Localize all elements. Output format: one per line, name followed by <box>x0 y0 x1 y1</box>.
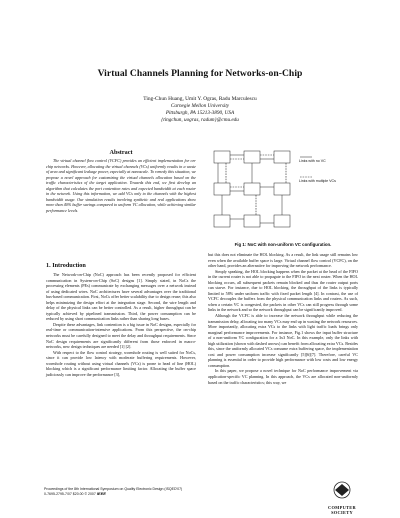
legend-multi-label: Links with multiple VCs <box>299 179 336 183</box>
abstract-paragraph: The virtual channel flow control (VCFC) provides an efficient implementation for on-chip networks. However, allocating the virtual channels (VCs) uniformly results in a waste of area and significant leakage power, especially at nanoscale. To remedy this situation, we propose a novel approach for customizing the virtual channels allocation based on the traffic characteristics of the target application. Towards this end, we first develop an algorithm that calculates the port contention rates and expected bandwidth at each router in the network. Using this information, we add VCs only to the channels with the highest bandwidth usage. Our simulation results involving synthetic and real applications show more than 40% buffer savings compared to uniform VC allocation, while achieving similar performance levels. <box>46 158 196 213</box>
router-node <box>214 183 230 195</box>
author-emails: {tingchun, uogras, radum}@cmu.edu <box>161 117 239 123</box>
introduction-text <box>46 272 196 377</box>
figure-caption: Fig 1: NoC with non-uniform VC configuration. <box>234 242 332 247</box>
right-paragraph-4: In this paper, we propose a novel technique for NoC performance improvement via application-specific VC planning. In this approach, the VCs are allocated non-uniformly based on the traffic characteristics; this way, we <box>208 368 358 385</box>
author-location: Pittsburgh, PA 15213-3890, USA <box>165 110 235 116</box>
figure-1 <box>208 147 358 245</box>
right-column-text <box>208 252 358 385</box>
paper-title: Virtual Channels Planning for Networks-on-Chip <box>97 68 303 79</box>
router-node <box>274 183 290 195</box>
router-node <box>244 183 260 195</box>
abstract-heading: Abstract <box>109 149 133 156</box>
logo-text-line-2: SOCIETY <box>331 510 353 515</box>
abstract-text <box>46 158 196 213</box>
author-block <box>0 96 400 124</box>
section-heading-introduction: 1. Introduction <box>46 262 86 269</box>
footer-isbn-text: 0-7695-2795-7/07 $20.00 © 2007 <box>44 491 96 496</box>
intro-paragraph-2: Despite these advantages, link contention is a big issue in NoC designs, especially for real-time or communication-intensive applications. From this perspective, the on-chip networks must be carefully designed to meet the delay and throughput requirements. Since NoC design requirements are significantly different from those enforced in macro-networks, new design techniques are needed [1] [2]. <box>46 321 196 350</box>
ieee-mark: IEEE <box>96 490 106 496</box>
right-paragraph-1: but this does not eliminate the HOL blocking. As a result, the link usage still remains low even when the available buffer space is large. Virtual channel flow control (VCFC), on the other hand, provides an alternative for improving the network performance. <box>208 252 358 269</box>
router-node <box>214 151 230 163</box>
author-institution: Carnegie Mellon University <box>170 103 230 109</box>
computer-society-logo <box>322 480 362 514</box>
legend-single-label: Links with no VC <box>299 159 326 163</box>
logo-text-line-1: COMPUTER <box>327 505 356 510</box>
footer-isbn <box>44 492 182 497</box>
noc-diagram <box>208 147 358 242</box>
right-paragraph-3: Although the VCFC is able to increase the network throughput while reducing the transmission delay, allocating too many VCs may end up in wasting the network resources. More importantly, allocating extra VCs to the links with light traffic loads brings only marginal performance improvements. For instance, Fig.1 shows the input buffer structure of a non-uniform VC configuration for a 3x3 NoC. In this example, only the links with high utilization (shown with dashed arrows) can benefit from allocating extra VCs. Besides this, since the uniformly allocated VCs consume extra buffering space, the implementation cost and power consumption increase significantly [5][6][7]. Therefore, careful VC planning is essential in order to provide high performance with low costs and low energy consumption. <box>208 313 358 368</box>
intro-paragraph-1: The Network-on-Chip (NoC) approach has been recently proposed for efficient communication in System-on-Chip (SoC) designs [1]. Simply stated, in NoCs the processing elements (PEs) communicate by exchanging messages over a network instead of using dedicated wires. NoC architectures have several advantages over the traditional bus-based communication. First, NoCs offer better scalability due to design reuse; this also helps minimizing the design effort at the integration stage. Second, the wire length and delay of the physical links can be better controlled. As a result, higher throughput can be typically achieved by pipelined transmission. Third, the power consumption can be reduced by using short communication links rather than sharing long buses. <box>46 272 196 322</box>
page-footer <box>44 487 182 496</box>
intro-paragraph-3: With respect to the flow control strategy, wormhole routing is well suited for NoCs, since it can provide low latency with moderate buffering requirements. However, wormhole routing without using virtual channels (VCs) is prone to head of line (HOL) blocking which is a significant performance limiting factor. Allocating the buffer space judiciously can improve the performance [3], <box>46 349 196 377</box>
author-names: Ting-Chun Huang, Umit Y. Ogras, Radu Marculescu <box>143 96 257 102</box>
router-node <box>244 151 260 163</box>
router-node <box>274 151 290 163</box>
router-node <box>214 215 230 227</box>
logo-emblem-icon <box>322 480 362 500</box>
right-paragraph-2: Simply speaking, the HOL blocking happens when the packet at the head of the FIFO in the current router is not able to propagate to the FIFO in the next router. When the HOL blocking occurs, all subsequent packets remain blocked and thus the router output ports can starve. For instance, due to HOL blocking, the throughput of the links is typically limited to 58% under uniform traffic with fixed packet length [4]. In contrast, the use of VCFC decouples the buffers from the physical communication links and routers. As such, when a certain VC is congested, the packets in other VCs can still progress through some links in the network and so the network throughput can be significantly improved. <box>208 268 358 313</box>
footer-proceedings: Proceedings of the 8th International Symposium on Quality Electronic Design (ISQED'07) <box>44 487 183 491</box>
router-node <box>274 215 290 227</box>
router-node <box>244 215 260 227</box>
